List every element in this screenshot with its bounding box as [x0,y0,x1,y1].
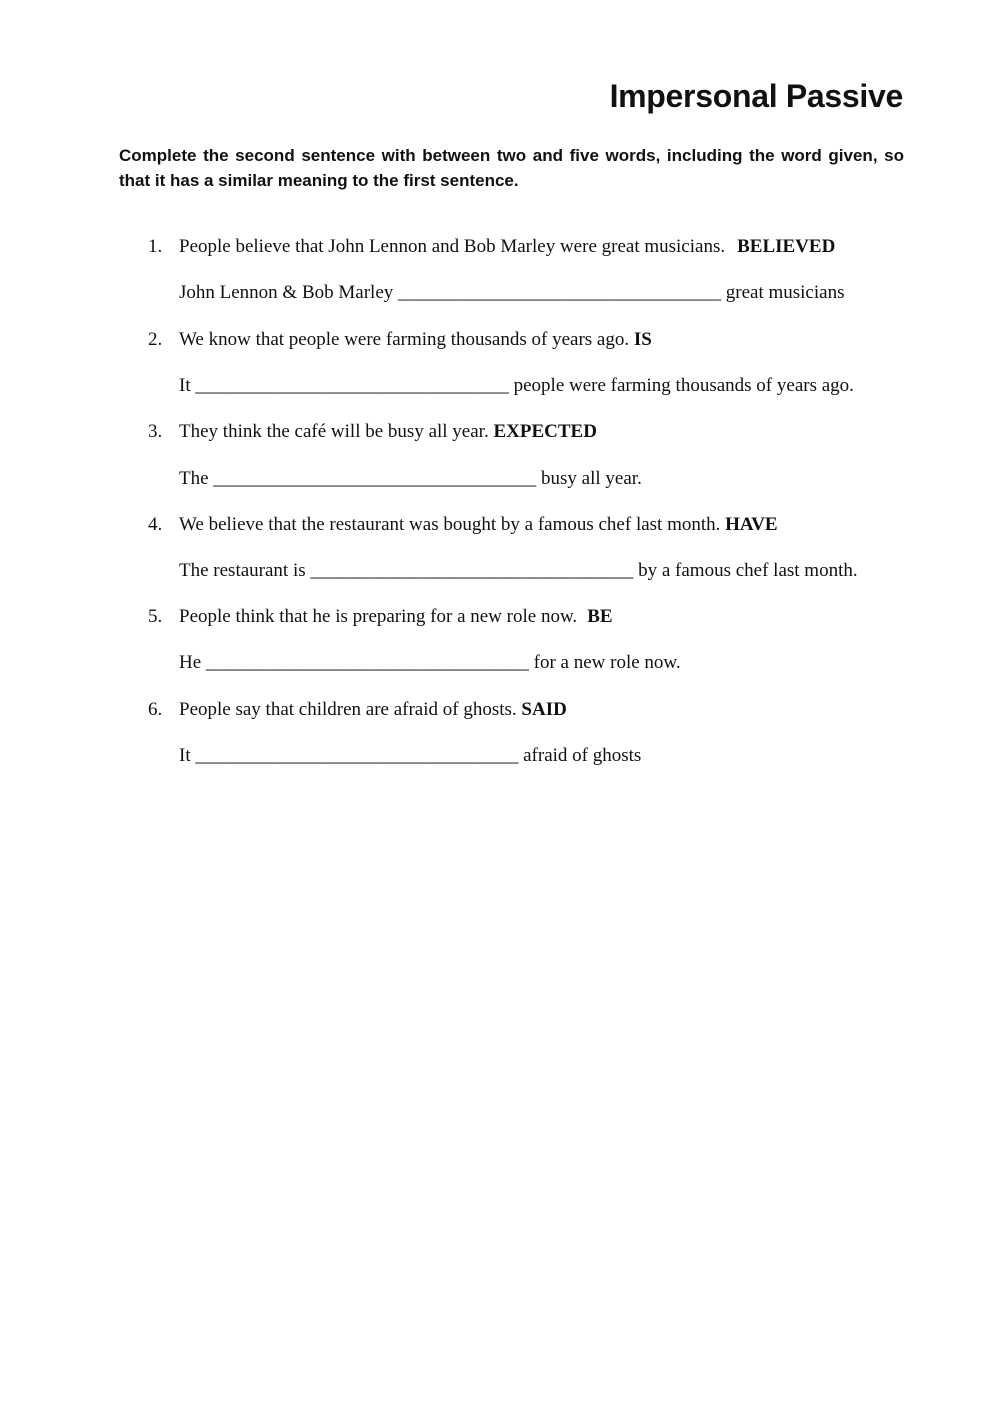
key-word: HAVE [725,514,778,535]
item-sentence [179,697,567,723]
item-sentence [179,604,613,630]
item-sentence [179,327,652,353]
sentence-text: People say that children are afraid of ghosts. [179,699,517,720]
item-number: 6. [148,699,163,720]
answer-line: It __________________________________ afraid of ghosts [179,745,642,766]
item-sentence [179,234,835,260]
key-word: BE [587,606,613,627]
item-number: 2. [148,329,163,350]
item-sentence [179,419,597,445]
item-number: 3. [148,421,163,442]
item-number: 1. [148,236,163,257]
item-number: 4. [148,514,163,535]
key-word: IS [633,329,652,350]
sentence-text: People think that he is preparing for a new role now. [179,606,578,627]
answer-line: It _________________________________ people were farming thousands of years ago. [179,375,854,396]
answer-line: He __________________________________ for a new role now. [179,652,681,673]
sentence-text: They think the café will be busy all year. [179,421,489,442]
instructions: Complete the second sentence with between two and five words, including the word given, so that it has a similar meaning to the first sentence. [119,146,904,190]
sentence-text: People believe that John Lennon and Bob Marley were great musicians. [179,236,726,257]
item-number: 5. [148,606,163,627]
answer-line: The restaurant is __________________________________ by a famous chef last month. [179,560,858,581]
key-word: EXPECTED [493,421,597,442]
item-sentence [179,512,778,538]
key-word: BELIEVED [737,236,836,257]
sentence-text: We believe that the restaurant was bought by a famous chef last month. [179,514,721,535]
answer-line: The __________________________________ busy all year. [179,468,642,489]
key-word: SAID [521,699,567,720]
answer-line: John Lennon & Bob Marley __________________________________ great musicians [179,282,845,303]
sentence-text: We know that people were farming thousands of years ago. [179,329,630,350]
worksheet-title: Impersonal Passive [609,78,903,114]
